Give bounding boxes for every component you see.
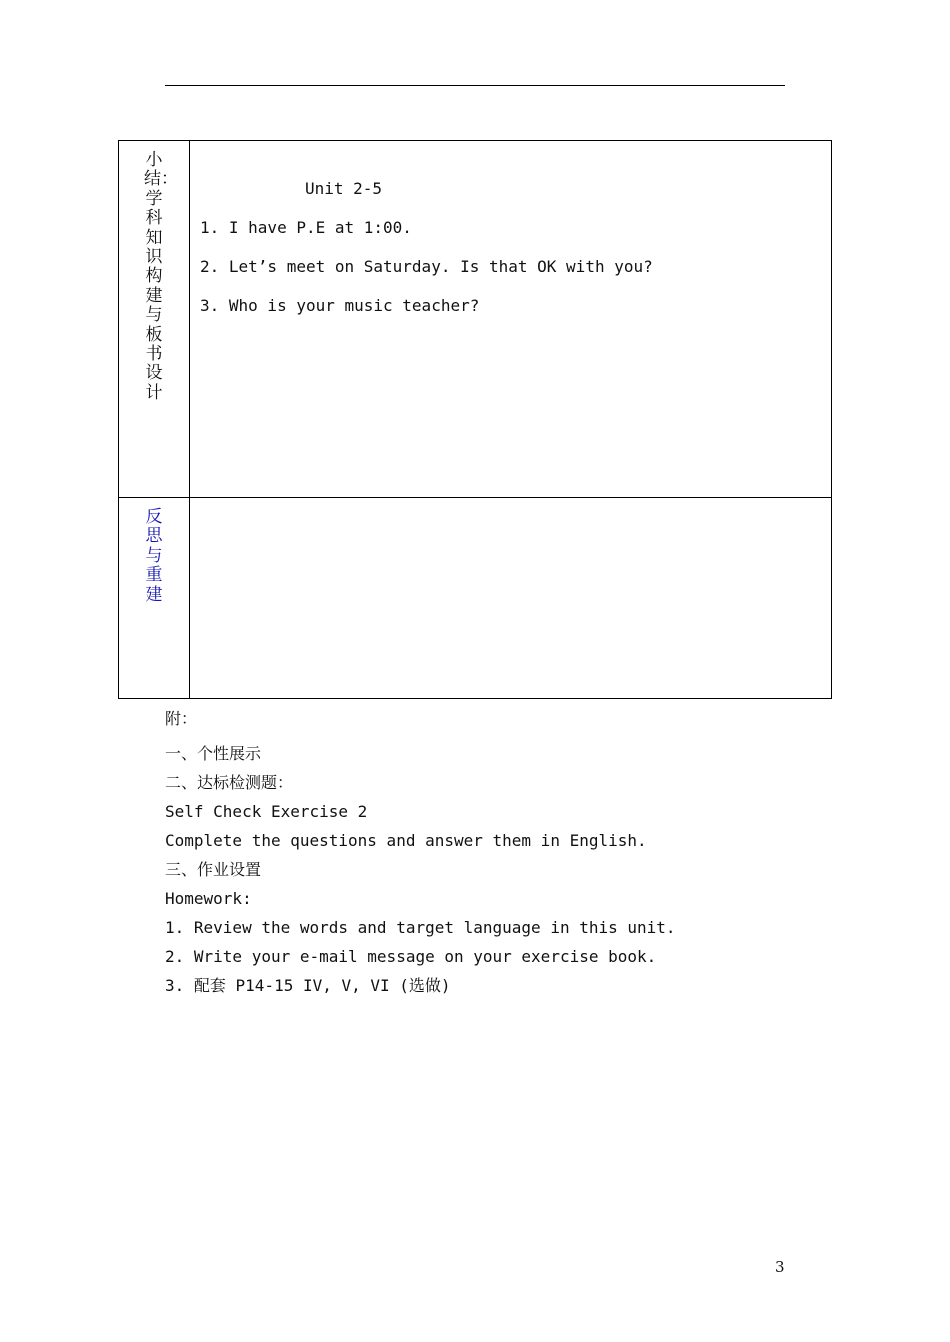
- summary-row: [119, 141, 832, 498]
- appendix-heading: 二、达标检测题：: [165, 773, 294, 792]
- summary-label: 小结：学科知识构建与板书设计: [144, 150, 178, 403]
- lesson-table: [118, 140, 832, 699]
- appendix-heading: 三、作业设置: [165, 860, 262, 879]
- reflection-label-cell: [119, 498, 190, 699]
- homework-item: 1. Review the words and target language in this unit.: [165, 918, 676, 937]
- summary-item: 3. Who is your music teacher?: [200, 296, 480, 315]
- header-rule: [165, 85, 785, 86]
- summary-label-cell: [119, 141, 190, 498]
- appendix-section: [165, 708, 805, 1000]
- summary-item: 1. I have P.E at 1:00.: [200, 218, 412, 237]
- page-number: 3: [775, 1258, 785, 1276]
- reflection-row: [119, 498, 832, 699]
- appendix-label: 附：: [165, 709, 198, 728]
- appendix-line: Complete the questions and answer them in English.: [165, 831, 647, 850]
- appendix-line: Self Check Exercise 2: [165, 802, 368, 821]
- reflection-label: 反思与重建: [145, 507, 163, 605]
- homework-item: 3. 配套 P14-15 IV, V, VI (选做): [165, 976, 451, 995]
- summary-item: 2. Let’s meet on Saturday. Is that OK with you?: [200, 257, 653, 276]
- unit-title: Unit 2-5: [305, 179, 383, 198]
- homework-item: 2. Write your e-mail message on your exercise book.: [165, 947, 657, 966]
- summary-content-cell: [190, 141, 832, 498]
- appendix-heading: 一、个性展示: [165, 744, 262, 763]
- reflection-content-cell: [190, 498, 832, 699]
- appendix-line: Homework:: [165, 889, 252, 908]
